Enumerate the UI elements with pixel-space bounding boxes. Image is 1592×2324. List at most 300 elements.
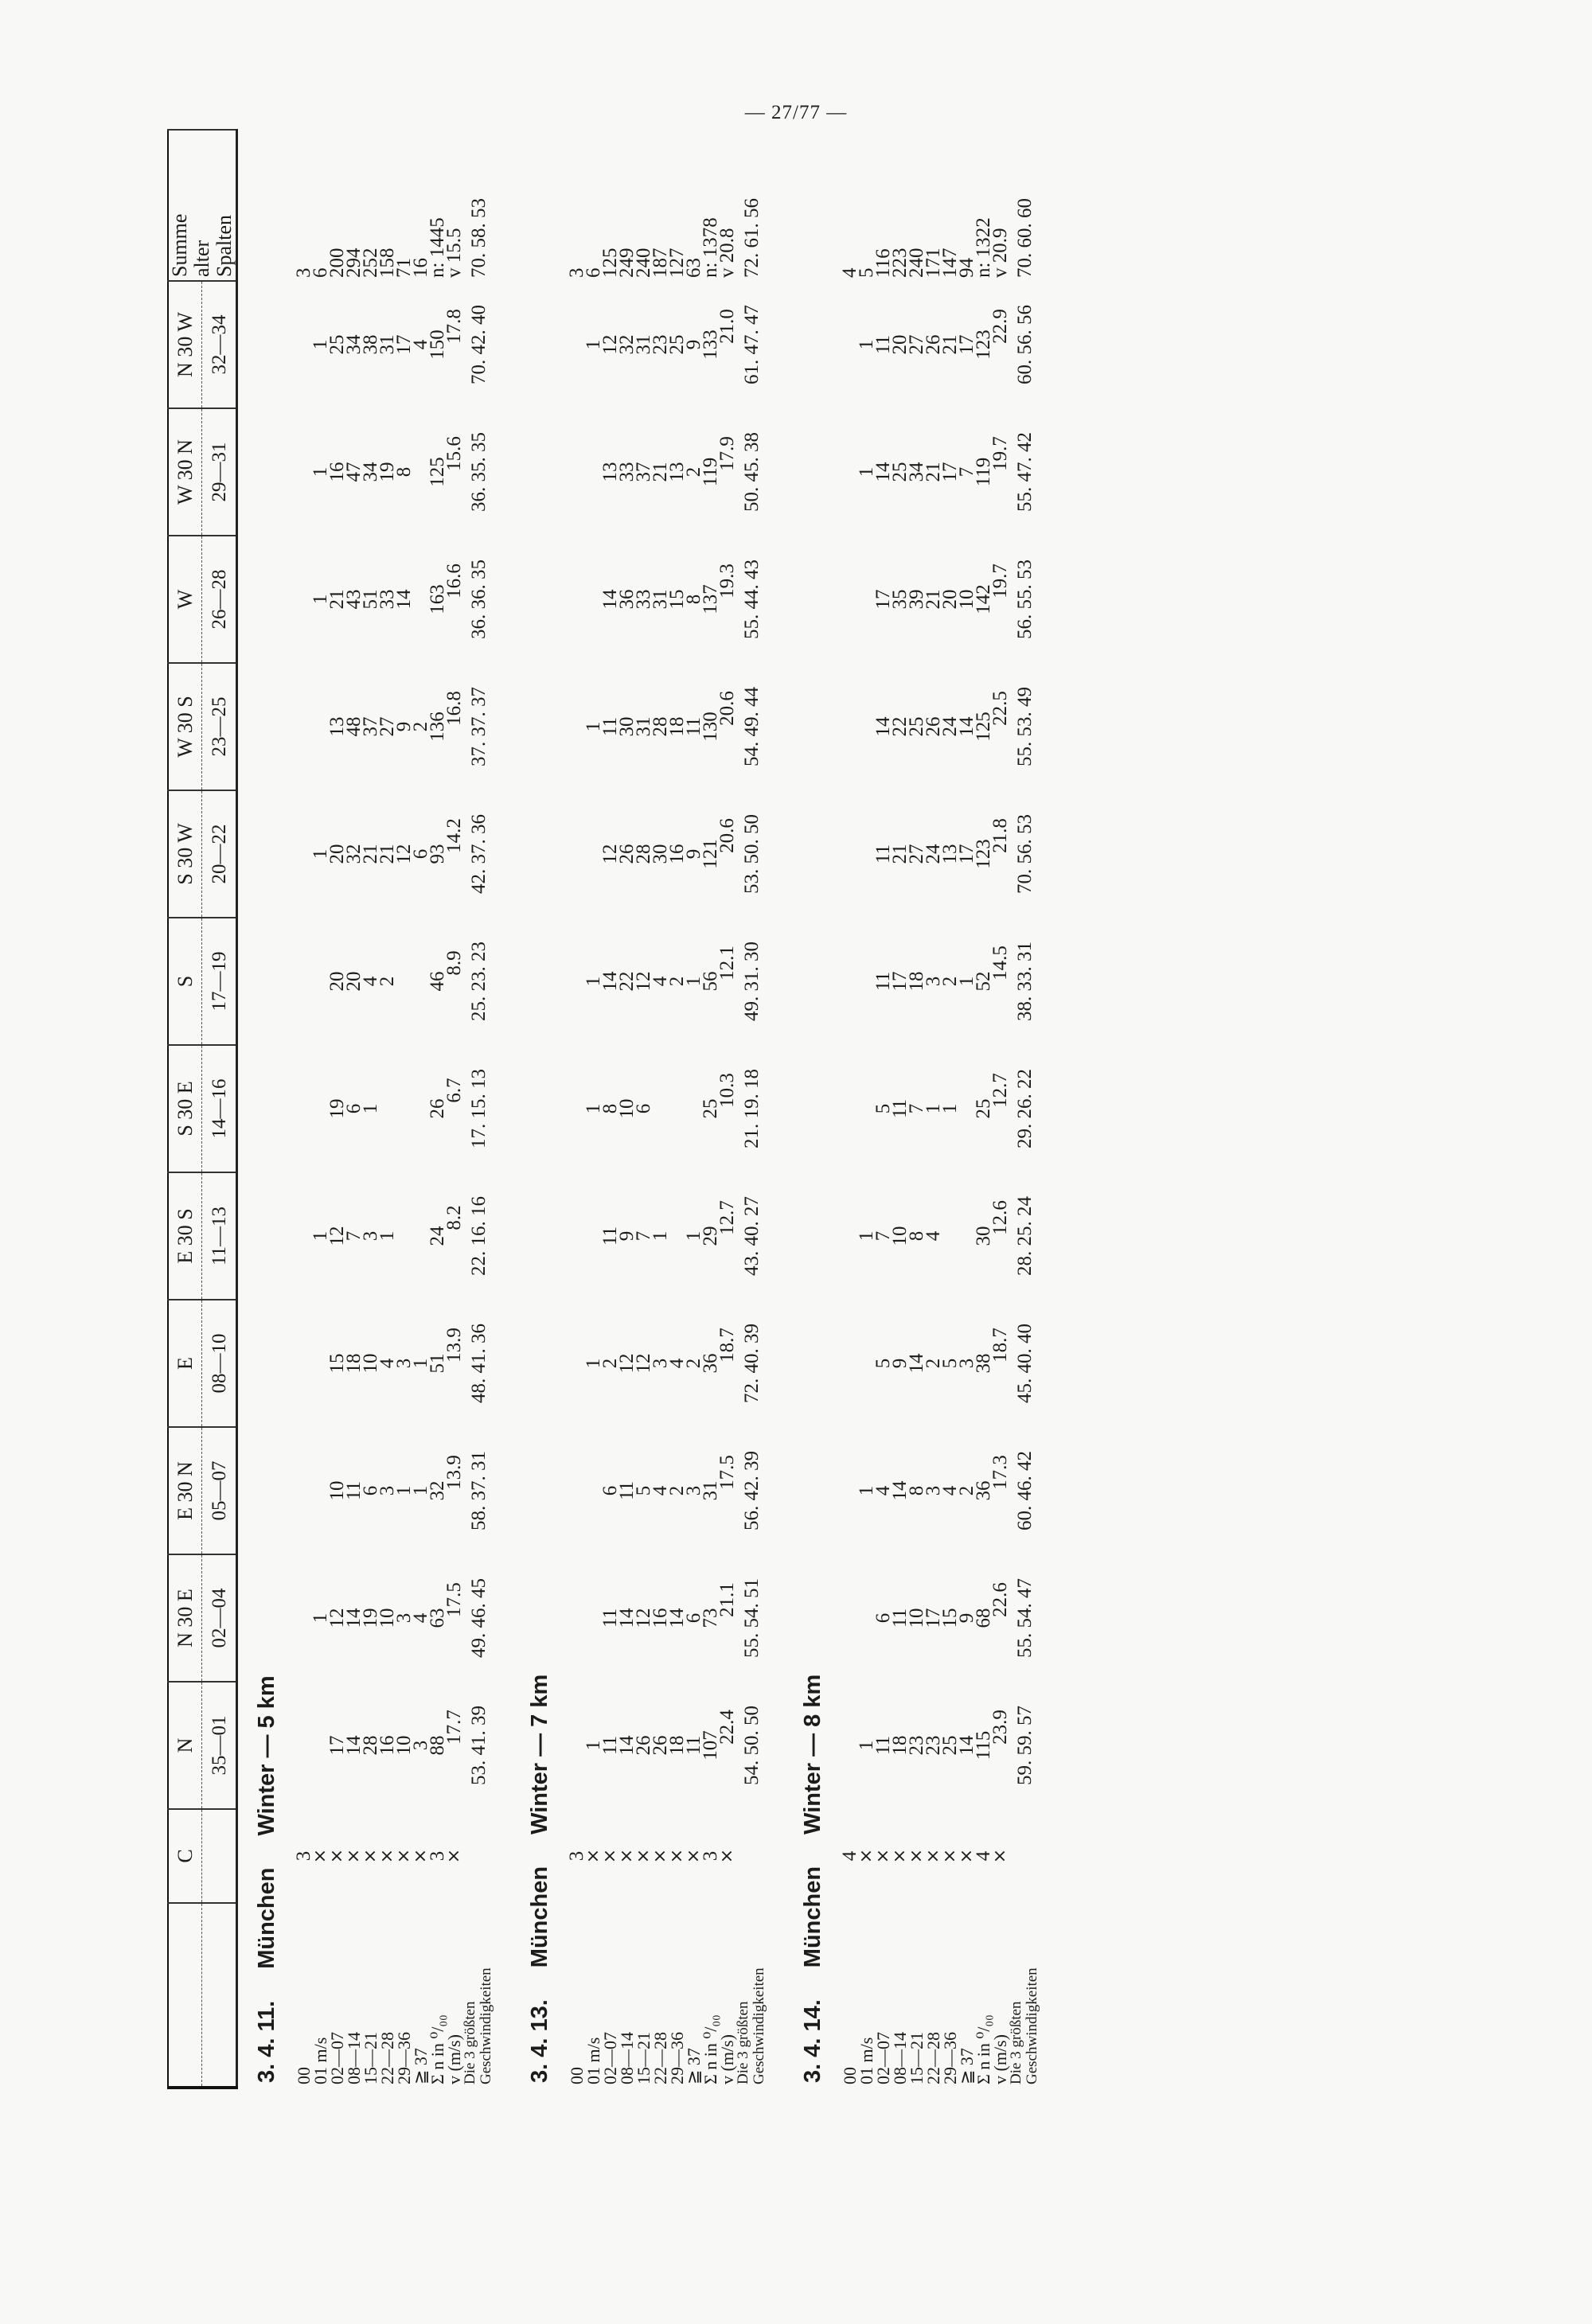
table-cell: 24 [427,1226,448,1246]
row-label: ≧ 37 [411,2048,431,2084]
table-cell: 18 [666,716,688,737]
table-cell: 39 [906,589,927,610]
sum-cell: 200 [326,248,348,278]
row-label: 29—36 [667,2032,687,2084]
sum-n-row [702,130,719,2088]
table-cell: 1 [393,1485,415,1496]
table-cell: 17 [923,1608,944,1628]
table-cell: 28. 25. 24 [1013,1196,1036,1276]
table-cell [568,1172,585,1300]
table-cell: 22 [889,716,911,737]
table-cell: 11 [683,1735,704,1756]
column-direction: E 30 N [168,1427,202,1554]
table-cell: 55. 44. 43 [740,560,763,639]
table-cell: 61. 47. 47 [740,305,763,384]
table-cell: 28 [360,1735,381,1756]
top3-row [462,130,494,2088]
row-label: 01 m/s [583,2037,603,2084]
table-cell: 26 [923,716,944,737]
table-cell: 15.6 [443,436,465,471]
sum-cell: 187 [650,248,671,278]
table-cell: 36. 36. 35 [467,560,490,639]
sum-cell: 3 [566,267,587,278]
table-cell [462,1809,494,1903]
table-cell: 13.9 [443,1328,465,1363]
table-row [362,130,379,2088]
table-cell: 70. 42. 40 [467,305,490,384]
calm-cross-cell: × [361,1848,380,1864]
sum-cell: 70. 60. 60 [1013,198,1036,278]
table-cell: 14 [616,1735,638,1756]
table-cell: 73 [700,1608,721,1628]
table-cell: 26 [427,1098,448,1119]
table-cell: 38 [360,334,381,355]
table-cell: 17 [939,462,961,482]
table-cell: 42. 37. 36 [467,814,490,894]
table-cell: 18 [343,1353,365,1374]
table-cell: 54. 50. 50 [740,1706,763,1785]
table-cell: 21. 19. 18 [740,1069,763,1148]
table-cell: 47 [343,462,365,482]
row-label: ≧ 37 [957,2048,977,2084]
sum-cell: 4 [839,267,860,278]
top3-label-line: Geschwindigkeiten [478,1967,494,2084]
table-cell: 54. 49. 44 [740,687,763,766]
table-cell: 14.5 [989,946,1011,981]
table-cell: 72. 40. 39 [740,1324,763,1403]
table-cell: 5 [872,1103,894,1114]
table-cell: 11 [872,334,894,355]
table-cell: 16.8 [443,691,465,726]
table-cell: 1 [310,466,331,478]
calm-cross-cell: × [444,1848,464,1864]
table-cell: 10 [616,1098,638,1119]
table-cell: 3 [700,1850,721,1862]
calm-cross-cell: × [650,1848,670,1864]
table-cell: 1 [377,1230,398,1242]
table-cell: 8 [393,466,415,478]
table-cell [669,1045,685,1172]
sum-cell: 3 [293,267,314,278]
calm-cross-cell: × [907,1848,927,1864]
table-cell [568,790,585,918]
table-cell: 4 [872,1485,894,1496]
table-cell: 2 [410,721,431,732]
table-cell: 43 [343,589,365,610]
table-cell: 19 [326,1098,348,1119]
section-place: München [527,1866,552,1968]
row-label: 02—07 [327,2032,347,2084]
table-cell: 2 [683,466,704,478]
column-direction: E 30 S [168,1172,202,1300]
table-cell: 5 [872,1358,894,1369]
table-cell: 14 [666,1608,688,1628]
table-cell: 18 [666,1735,688,1756]
table-cell: 1 [360,1103,381,1114]
table-cell: 6 [360,1485,381,1496]
table-cell: 37. 37. 37 [467,687,490,766]
table-cell: 14.2 [443,818,465,853]
row-label: 22—28 [650,2032,670,2084]
sum-header-line: Summe [168,213,191,277]
row-label-sum-n: Σ n in ⁰/₀₀ [974,2014,993,2084]
table-cell: 1 [583,1358,604,1369]
table-cell: 21 [377,844,398,864]
table-cell: 11 [683,716,704,737]
table-cell [841,663,858,790]
table-cell: 10 [889,1226,911,1246]
row-label: 01 m/s [856,2037,876,2084]
table-cell: 55. 54. 47 [1013,1578,1036,1658]
table-cell: 12 [326,1608,348,1628]
column-direction: S 30 W [168,790,202,918]
v-row [992,130,1009,2088]
table-cell: 17 [393,334,415,355]
table-cell: 29. 26. 22 [1013,1069,1036,1148]
column-direction: W [168,536,202,663]
table-cell: 20 [326,971,348,992]
section-title-row [237,130,296,2088]
calm-cross-cell: × [600,1848,620,1864]
table-cell: 17.5 [443,1582,465,1617]
table-cell: 37 [633,462,654,482]
table-cell: 8.2 [443,1205,465,1230]
table-cell: 1 [923,1103,944,1114]
table-cell: 4 [923,1230,944,1242]
column-degrees: 17—19 [202,918,237,1045]
table-cell: 2 [666,1485,688,1496]
column-direction: N [168,1682,202,1809]
table-cell: 23 [906,1735,927,1756]
table-cell: 32 [343,844,365,864]
section-number: 3. 4. 13. [527,1999,552,2083]
sum-cell: 71 [393,258,415,278]
table-cell: 31 [377,334,398,355]
table-cell: 17.9 [716,436,738,471]
table-cell: 1 [856,1230,877,1242]
table-cell: 27 [906,844,927,864]
column-degrees: 08—10 [202,1300,237,1427]
table-cell: 8 [683,594,704,605]
row-label-top3 [462,1903,494,2088]
table-cell: 43. 40. 27 [740,1196,763,1276]
table-cell: 13 [326,716,348,737]
table-cell: 25 [666,334,688,355]
table-cell: 16 [326,462,348,482]
table-cell: 9 [393,721,415,732]
table-cell: 3 [293,1850,314,1862]
sum-cell: n: 1322 [973,217,994,278]
calm-cross-cell: × [667,1848,687,1864]
table-cell: 8 [599,1103,621,1114]
row-label: ≧ 37 [684,2048,704,2084]
row-label: 08—14 [344,2032,364,2084]
table-cell: 17 [956,334,977,355]
table-cell: 27 [906,334,927,355]
sum-cell: n: 1378 [700,217,721,278]
column-direction: W 30 N [168,408,202,536]
table-cell: 7 [906,1103,927,1114]
section-gap [767,130,784,2088]
calm-cross-cell: × [617,1848,637,1864]
table-cell: 93 [427,844,448,864]
column-degrees: 32—34 [202,281,237,408]
column-degrees: 20—22 [202,790,237,918]
table-cell: 1 [856,1485,877,1496]
table-cell: 12.6 [989,1200,1011,1235]
table-cell: 56. 42. 39 [740,1451,763,1530]
calm-cross-cell: × [684,1848,704,1864]
table-cell: 19 [360,1608,381,1628]
table-cell: 17. 15. 13 [467,1069,490,1148]
table-cell: 11 [889,1608,911,1628]
table-cell: 21 [923,462,944,482]
table-cell: 18.7 [716,1328,738,1363]
table-cell: 6.7 [443,1078,465,1103]
row-label: 00 [840,2067,860,2084]
table-cell: 33 [377,589,398,610]
table-cell: 26 [633,1735,654,1756]
table-cell: 6 [599,1485,621,1496]
table-cell: 136 [427,712,448,742]
table-cell: 12 [633,971,654,992]
page-number: — 27/77 — [744,102,848,123]
header-row-degrees [202,130,237,2088]
table-cell: 33 [616,462,638,482]
table-cell: 12.7 [716,1200,738,1235]
row-label: 01 m/s [310,2037,330,2084]
table-cell: 20 [343,971,365,992]
table-cell: 8 [906,1485,927,1496]
wind-statistics-table [167,129,1040,2089]
table-cell: 1 [310,1612,331,1624]
table-cell: 21 [650,462,671,482]
table-cell: 1 [956,976,977,987]
table-cell: 3 [377,1485,398,1496]
sum-cell: 6 [583,267,604,278]
table-cell: 21 [360,844,381,864]
table-cell: 4 [666,1358,688,1369]
table-cell: 2 [683,1358,704,1369]
table-cell [568,536,585,663]
table-cell: 16 [377,1735,398,1756]
table-cell: 22.4 [716,1710,738,1745]
row-label: 29—36 [940,2032,960,2084]
table-cell [379,1045,396,1172]
table-cell: 56. 55. 53 [1013,560,1036,639]
sum-cell: 5 [856,267,877,278]
table-cell: 6 [410,848,431,860]
table-cell: 32 [616,334,638,355]
table-cell: 16 [650,1608,671,1628]
table-cell: 17.7 [443,1710,465,1745]
sum-cell: 171 [923,248,944,278]
table-cell: 12 [633,1608,654,1628]
table-cell: 60. 46. 42 [1013,1451,1036,1530]
table-cell: 19.3 [716,563,738,599]
table-cell: 20 [326,844,348,864]
table-cell: 30 [973,1226,994,1246]
column-direction: W 30 S [168,663,202,790]
table-cell: 14 [872,462,894,482]
table-cell: 11 [599,1226,621,1246]
table-cell: 21 [923,589,944,610]
calm-cross-cell: × [873,1848,893,1864]
table-cell: 11 [872,971,894,992]
row-label: 15—21 [361,2032,380,2084]
table-row [379,130,396,2088]
table-cell: 1 [650,1230,671,1242]
table-cell [396,1045,412,1172]
table-cell: 1 [310,339,331,350]
table-cell: 121 [700,839,721,869]
table-cell: 21.8 [989,818,1011,853]
section-gap [494,130,511,2088]
v-row [719,130,736,2088]
table-cell: 8 [906,1230,927,1242]
section-title-row [511,130,568,2088]
table-cell: 11 [616,1480,638,1501]
row-label-top3 [736,1903,767,2088]
table-cell: 3 [393,1358,415,1369]
table-cell: 123 [973,839,994,869]
row-label-sum-n: Σ n in ⁰/₀₀ [700,2014,720,2084]
table-cell: 1 [583,976,604,987]
table-cell: 7 [872,1230,894,1242]
table-cell: 26 [923,334,944,355]
table-cell: 3 [923,976,944,987]
table-cell: 20.6 [716,818,738,853]
table-cell: 17.3 [989,1455,1011,1490]
calm-cross-cell: × [310,1848,330,1864]
header-row-directions [168,130,202,2088]
table-cell: 53. 50. 50 [740,814,763,894]
table-cell: 48. 41. 36 [467,1324,490,1403]
table-cell: 36 [700,1353,721,1374]
table-cell: 25 [939,1735,961,1756]
table-cell: 14 [906,1353,927,1374]
table-cell [295,1045,312,1172]
table-cell [295,1427,312,1554]
table-cell: 23 [923,1735,944,1756]
table-cell: 3 [393,1612,415,1624]
table-cell: 11 [599,1608,621,1628]
table-cell: 3 [683,1485,704,1496]
table-cell: 9 [683,339,704,350]
column-direction: N 30 W [168,281,202,408]
top3-row [1009,130,1040,2088]
calm-cross-cell: × [583,1848,603,1864]
table-cell: 14 [872,716,894,737]
table-cell: 22.9 [989,309,1011,344]
sum-cell: 158 [377,248,398,278]
table-cell: 25 [973,1098,994,1119]
table-cell: 15 [666,589,688,610]
table-cell: 55. 54. 51 [740,1578,763,1658]
table-cell: 21 [326,589,348,610]
table-cell [1009,1809,1040,1903]
sum-cell: 223 [889,248,911,278]
table-cell: 9 [956,1612,977,1624]
table-cell [736,1809,767,1903]
calm-cross-cell: × [940,1848,960,1864]
table-cell: 12.1 [716,946,738,981]
top3-label [736,1967,767,2084]
table-cell: 58. 37. 31 [467,1451,490,1530]
table-cell: 133 [700,329,721,360]
table-cell: 36. 35. 35 [467,432,490,512]
table-cell: 6 [343,1103,365,1114]
table-cell: 21.0 [716,309,738,344]
table-cell: 63 [427,1608,448,1628]
table-cell: 25 [889,462,911,482]
table-cell: 1 [310,848,331,860]
table-cell: 4 [377,1358,398,1369]
table-cell: 11 [889,1098,911,1119]
table-cell: 142 [973,584,994,614]
table-cell: 28 [650,716,671,737]
table-cell: 16 [666,844,688,864]
table-cell: 22.5 [989,691,1011,726]
sum-cell: 70. 58. 53 [467,198,490,278]
table-cell: 31 [633,334,654,355]
top3-label-line: Geschwindigkeiten [751,1967,767,2084]
table-cell: 34 [343,334,365,355]
sum-cell: 63 [683,258,704,278]
row-label: 00 [567,2067,587,2084]
table-cell: 3 [923,1485,944,1496]
table-cell: 123 [973,329,994,360]
row-label: 22—28 [377,2032,397,2084]
section-number: 3. 4. 11. [254,2000,279,2083]
table-cell: 17 [956,844,977,864]
table-cell: 21 [889,844,911,864]
table-cell: 56 [700,971,721,992]
table-cell: 119 [973,457,994,487]
table-cell: 31 [650,589,671,610]
table-cell: 7 [956,466,977,478]
header-label-cell [202,1903,237,2088]
table-cell: 49. 31. 30 [740,942,763,1021]
section-place: München [254,1867,279,1969]
row-label: 08—14 [617,2032,637,2084]
table-cell: 22 [616,971,638,992]
table-cell: 2 [956,1485,977,1496]
table-cell: 2 [939,976,961,987]
table-cell: 10 [360,1353,381,1374]
sum-cell: v 20.9 [989,228,1011,278]
table-cell: 38 [973,1353,994,1374]
table-cell: 12 [599,844,621,864]
sum-cell: 249 [616,248,638,278]
table-cell: 25 [700,1098,721,1119]
table-cell: 1 [683,1230,704,1242]
table-cell: 3 [360,1230,381,1242]
table-cell: 14 [616,1608,638,1628]
row-label: 00 [294,2067,314,2084]
table-cell [652,1045,669,1172]
table-cell: 6 [872,1612,894,1624]
table-cell: 50. 45. 38 [740,432,763,512]
table-cell [841,1554,858,1682]
table-cell: 25 [326,334,348,355]
table-cell: 10 [906,1608,927,1628]
sum-cell: 294 [343,248,365,278]
table-cell: 48 [343,716,365,737]
top3-label-line: Geschwindigkeiten [1024,1967,1040,2084]
table-cell: 12 [616,1353,638,1374]
table-row [396,130,412,2088]
